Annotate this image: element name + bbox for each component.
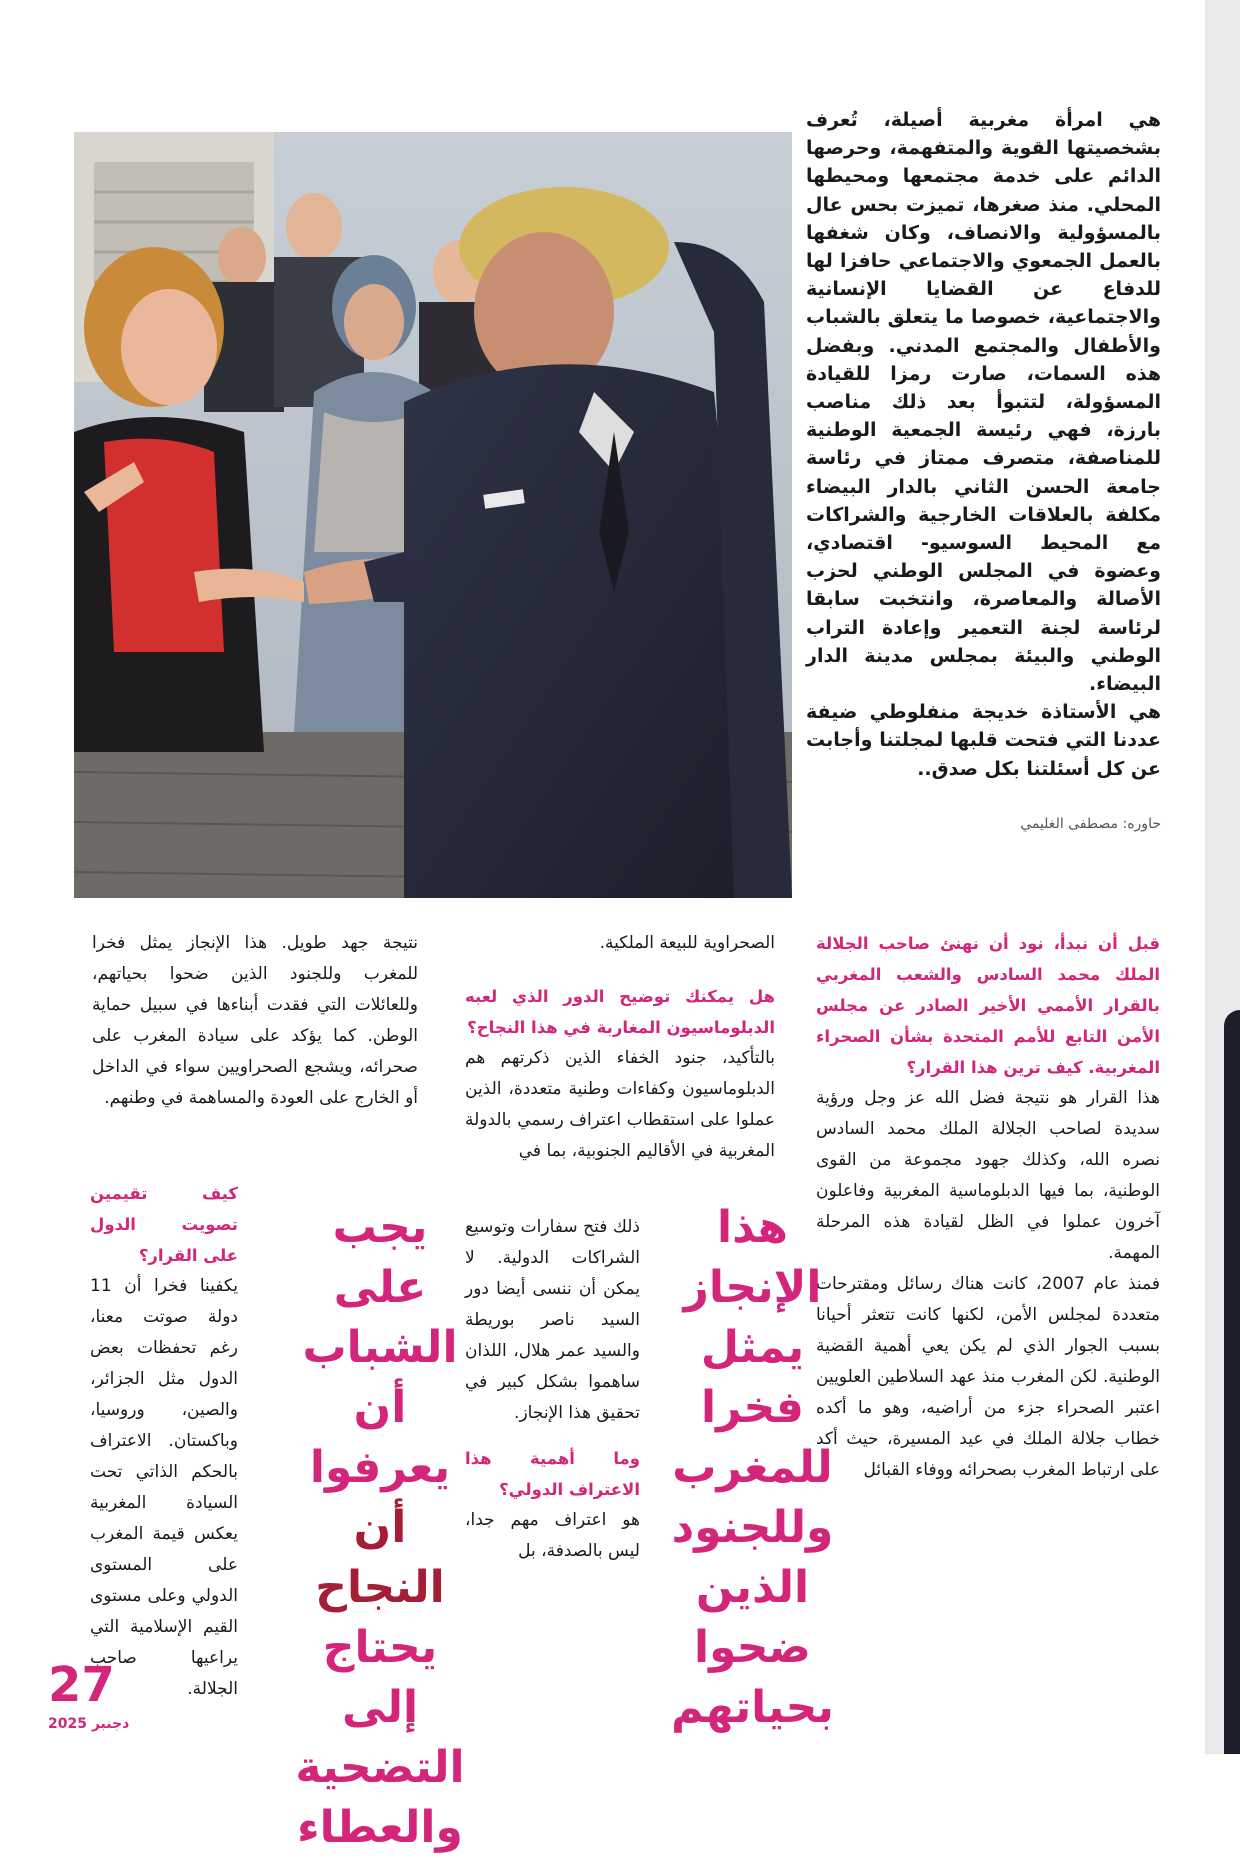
next-page-edge [1224, 1010, 1240, 1754]
interview-question: كيف تقيمين تصويت الدول على القرار؟ [90, 1184, 238, 1265]
answer-paragraph: نتيجة جهد طويل. هذا الإنجاز يمثل فخرا للمغرب وللجنود الذين ضحوا بحياتهم، وللعائلات التي فقدت أبناءها في سبيل حماية الوطن. كما يؤكد على سيادة المغرب على صحرائه، ويشجع الصحراويين سواء في الداخل أو الخارج على العودة والمساهمة في وطنهم. [92, 933, 418, 1108]
intro-paragraph: هي الأستاذة خديجة منفلوطي ضيفة عددنا التي فتحت قلبها لمجلتنا وأجابت عن كل أسئلتنا بكل صدق.. [806, 701, 1161, 780]
pull-quote-part: يجب على الشباب أن يعرفوا [302, 1202, 458, 1493]
pull-quote: هذا الإنجاز يمثل فخرا للمغرب وللجنود الذين ضحوا بحياتهم [671, 1202, 834, 1733]
answer-paragraph: ذلك فتح سفارات وتوسيع الشراكات الدولية. لا يمكن أن ننسى أيضا دور السيد ناصر بوريطة والسيد عمر هلال، اللذان ساهموا بشكل كبير في تحقيق هذا الإنجاز. [465, 1217, 640, 1423]
interview-question: هل يمكنك توضيح الدور الذي لعبه الدبلوماسيون المغاربة في هذا النجاح؟ [465, 987, 775, 1037]
answer-paragraph: بالتأكيد، جنود الخفاء الذين ذكرتهم هم الدبلوماسيون وكفاءات وطنية متعددة، الذين عملوا على استقطاب اعتراف رسمي بالدولة المغربية في الأقاليم الجنوبية، بما في [465, 1048, 775, 1161]
byline: حاوره: مصطفى الغليمي [1020, 816, 1161, 832]
pull-quote-part: يحتاج إلى التضحية والعطاء [295, 1622, 465, 1853]
issue-date: دجنبر 2025 [48, 1716, 130, 1732]
intro-text [806, 106, 1161, 783]
article-column-right [816, 928, 1160, 1486]
answer-paragraph: الصحراوية للبيعة الملكية. [599, 933, 775, 953]
article-column-middle [465, 928, 775, 1167]
article-column-left-narrow [90, 1178, 238, 1705]
interview-photo [74, 132, 792, 898]
pull-quote-part: أن النجاح [315, 1502, 445, 1613]
interview-question: وما أهمية هذا الاعتراف الدولي؟ [465, 1449, 640, 1499]
page-number: 27 [48, 1657, 115, 1713]
answer-paragraph: هو اعتراف مهم جدا، ليس بالصدفة، بل [465, 1510, 640, 1561]
answer-paragraph: فمنذ عام 2007، كانت هناك رسائل ومقترحات متعددة لمجلس الأمن، لكنها كانت تتعثر أحيانا بسبب الجوار الذي لم يكن يعي أهمية القضية الوطنية. لكن المغرب منذ عهد السلاطين العلويين اعتبر الصحراء جزء من أراضيه، وهو ما أكده خطاب جلالة الملك في عيد المسيرة، حيث أكد على ارتباط المغرب بصحرائه ووفاء القبائل [816, 1274, 1160, 1480]
interview-question: قبل أن نبدأ، نود أن نهنئ صاحب الجلالة الملك محمد السادس والشعب المغربي بالقرار الأممي الأخير الصادر عن مجلس الأمن التابع للأمم المتحدة بشأن الصحراء المغربية. كيف ترين هذا القرار؟ [816, 934, 1160, 1077]
intro-paragraph: هي امرأة مغربية أصيلة، تُعرف بشخصيتها القوية والمتفهمة، وحرصها الدائم على خدمة مجتمعها ومحيطها المحلي. منذ صغرها، تميزت بحس عال بالمسؤولية والانصاف، وكان شغفها بالعمل الجمعوي والاجتماعي حافزا لها للدفاع عن القضايا الإنسانية والاجتماعية، خصوصا ما يتعلق بالشباب والأطفال والمجتمع المدني. وبفضل هذه السمات، صارت رمزا للقيادة المسؤولة، لتتبوأ بعد ذلك مناصب بارزة، فهي رئيسة الجمعية الوطنية للمناصفة، متصرف ممتاز في رئاسة جامعة الحسن الثاني بالدار البيضاء مكلفة بالعلاقات الخارجية والشراكات مع المحيط السوسيو- اقتصادي، وعضوة في المجلس الوطني لحزب الأصالة والمعاصرة، وانتخبت سابقا لرئاسة لجنة التعمير وإعادة التراب الوطني والبيئة بمجلس مدينة الدار البيضاء. [806, 109, 1161, 696]
answer-paragraph: يكفينا فخرا أن 11 دولة صوتت معنا، رغم تحفظات بعض الدول مثل الجزائر، والصين، وروسيا، وباكستان. الاعتراف بالحكم الذاتي تحت السيادة المغربية يعكس قيمة المغرب على المستوى الدولي وعلى مستوى القيم الإسلامية التي يراعيها صاحب الجلالة. [90, 1276, 238, 1699]
article-column-left [92, 928, 418, 1114]
pull-quote-youth [285, 1198, 475, 1858]
answer-paragraph: هذا القرار هو نتيجة فضل الله عز وجل ورؤية سديدة لصاحب الجلالة الملك محمد السادس نصره الله، وكذلك جهود مجموعة من القوى الوطنية، بما فيها الدبلوماسية المغربية وفاعلون آخرون عملوا في الظل لقيادة هذه المرحلة المهمة. [816, 1088, 1160, 1263]
article-column-middle-narrow [465, 1212, 640, 1567]
